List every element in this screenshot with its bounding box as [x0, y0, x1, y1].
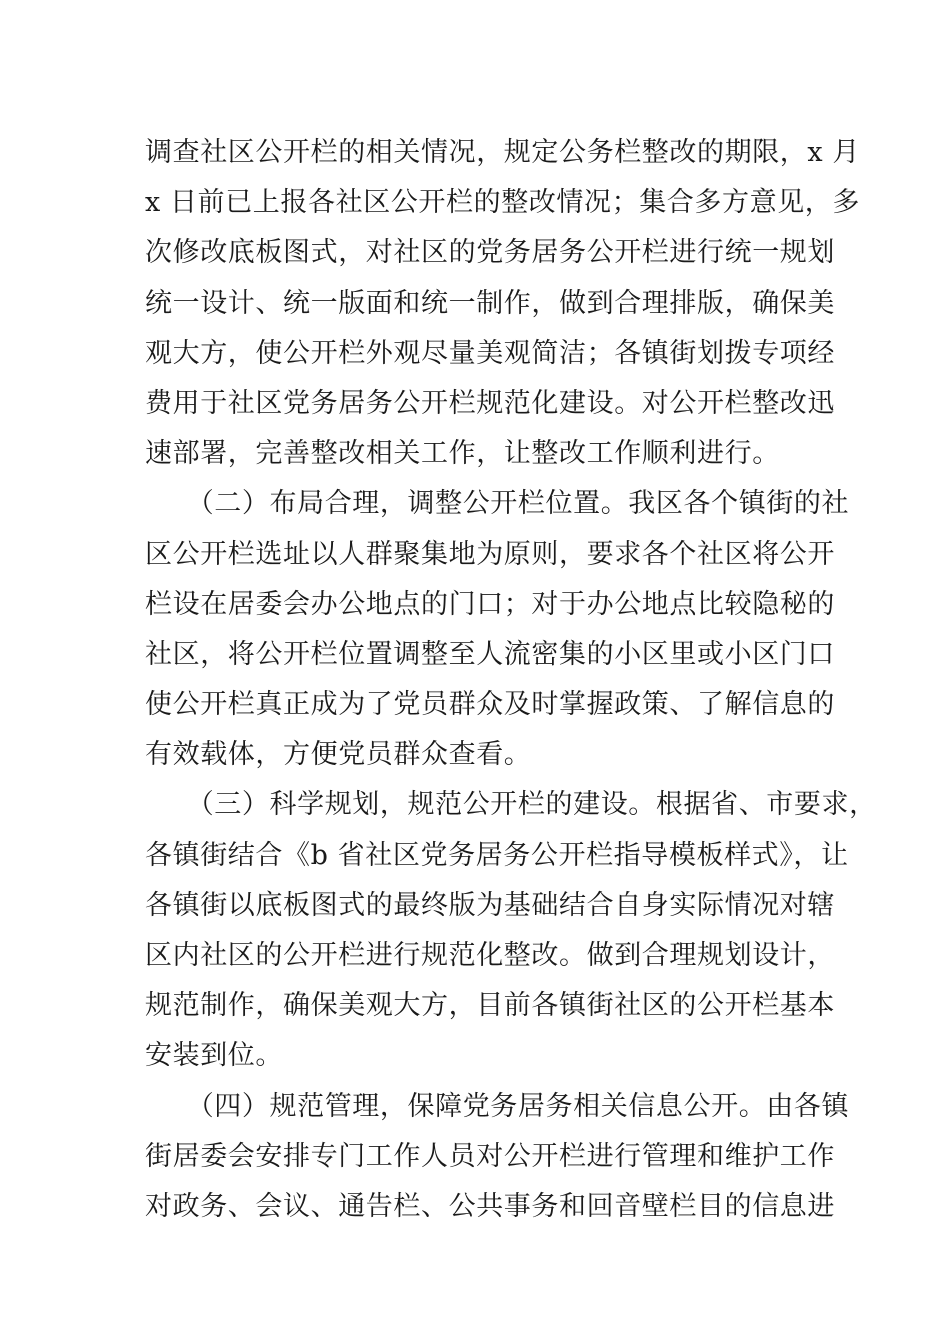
text-line: 使公开栏真正成为了党员群众及时掌握政策、了解信息的 — [145, 689, 835, 721]
text-line: 调查社区公开栏的相关情况，规定公务栏整改的期限，x 月 — [145, 137, 861, 168]
paragraph-heading-line: （二）布局合理，调整公开栏位置。我区各个镇街的社 — [145, 488, 850, 520]
text-line: 对政务、会议、通告栏、公共事务和回音壁栏目的信息进 — [145, 1190, 835, 1222]
text-line: 安装到位。 — [145, 1040, 283, 1072]
text-line: x 日前已上报各社区公开栏的整改情况；集合多方意见，多 — [145, 187, 861, 219]
text-line: 栏设在居委会办公地点的门口；对于办公地点比较隐秘的 — [145, 588, 835, 620]
text-line: 各镇街以底板图式的最终版为基础结合自身实际情况对辖 — [145, 889, 835, 921]
text-line: 社区，将公开栏位置调整至人流密集的小区里或小区门口 — [145, 638, 835, 670]
text-line: 观大方，使公开栏外观尽量美观简洁；各镇街划拨专项经 — [145, 337, 835, 369]
text-line: 统一设计、统一版面和统一制作，做到合理排版，确保美 — [145, 287, 835, 319]
text-line: 各镇街结合《b 省社区党务居务公开栏指导模板样式》，让 — [145, 839, 849, 871]
paragraph-heading-line: （四）规范管理，保障党务居务相关信息公开。由各镇 — [145, 1090, 850, 1122]
text-line: 街居委会安排专门工作人员对公开栏进行管理和维护工作 — [145, 1140, 835, 1172]
text-line: 次修改底板图式，对社区的党务居务公开栏进行统一规划 — [145, 237, 835, 269]
text-line: 速部署，完善整改相关工作，让整改工作顺利进行。 — [145, 438, 780, 470]
body-text — [145, 128, 877, 1232]
paragraph-heading-line: （三）科学规划，规范公开栏的建设。根据省、市要求， — [145, 789, 877, 821]
text-line: 费用于社区党务居务公开栏规范化建设。对公开栏整改迅 — [145, 387, 835, 419]
text-line: 区内社区的公开栏进行规范化整改。做到合理规划设计， — [145, 940, 835, 971]
text-line: 规范制作，确保美观大方，目前各镇街社区的公开栏基本 — [145, 990, 835, 1022]
text-line: 区公开栏选址以人群聚集地为原则，要求各个社区将公开 — [145, 538, 835, 570]
text-line: 有效载体，方便党员群众查看。 — [145, 739, 532, 771]
